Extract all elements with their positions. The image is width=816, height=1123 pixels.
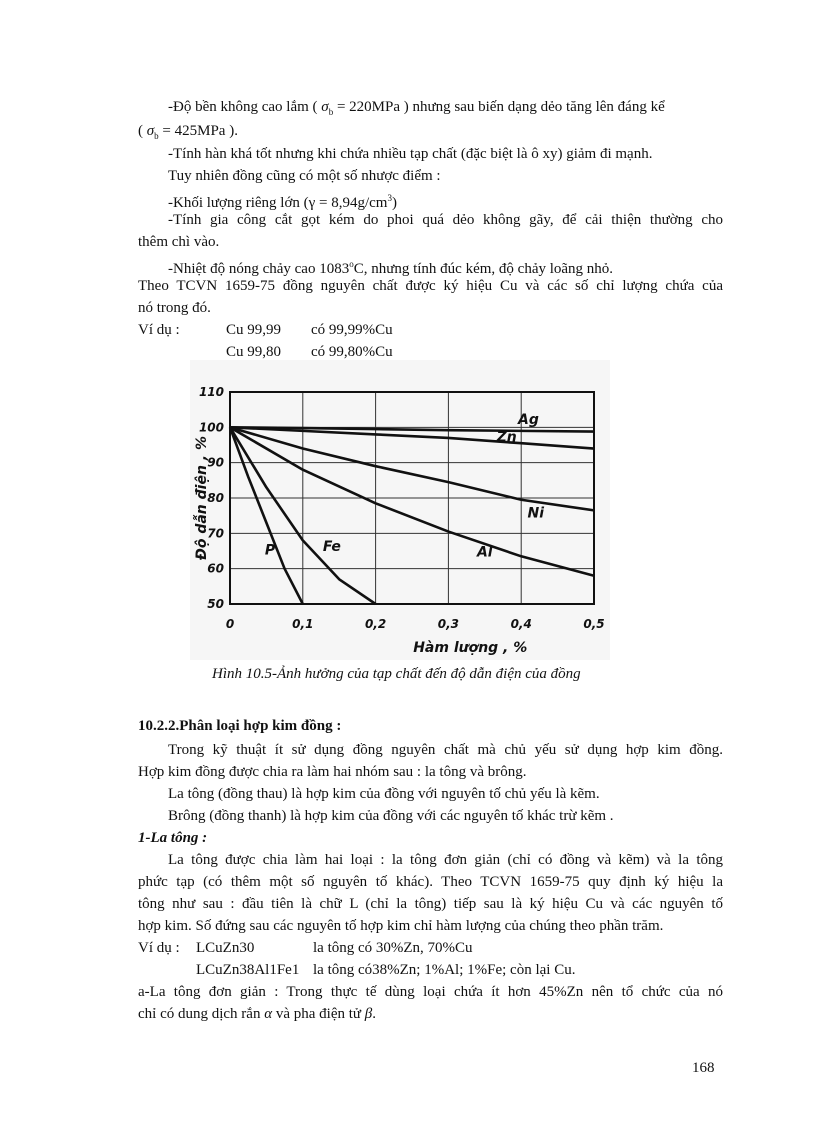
x-tick-label: 0,3 [437,617,460,631]
paragraph-line: hợp kim. Số đứng sau các nguyên tố hợp kim chỉ hàm lượng của chúng theo phần trăm. [138,918,664,934]
text-line: -Tính hàn khá tốt nhưng khi chứa nhiều tạp chất (đặc biệt là ô xy) giảm đi mạnh. [168,146,653,162]
text-line: -Tính gia công cắt gọt kém do phoi quá dẻo không gãy, để cải thiện thường cho [168,212,723,228]
y-tick-label: 80 [207,491,224,505]
chart-background [190,360,610,660]
series-label-ni: Ni [527,505,545,522]
x-tick-label: 0,2 [364,617,387,631]
paragraph-line: tông như sau : đầu tiên là chữ L (chỉ la tông) tiếp sau là ký hiệu Cu và các nguyên tố [138,896,723,912]
example-code: LCuZn38Al1Fe1 [196,962,300,978]
x-axis-label: Hàm lượng , % [413,640,528,656]
y-tick-label: 110 [198,385,224,399]
example-desc: có 99,99%Cu [311,322,393,338]
example-label: Ví dụ : [138,322,180,338]
series-label-p: P [264,542,276,559]
example-code: LCuZn30 [196,940,255,956]
section-heading: 10.2.2.Phân loại hợp kim đồng : [138,718,342,734]
conductivity-chart [190,360,610,660]
series-label-ag: Ag [518,411,539,428]
sigma-symbol: σ [146,123,155,139]
example-label: Ví dụ : [138,940,180,956]
x-tick-label: 0,4 [510,617,532,631]
alpha-symbol: α [264,1006,273,1022]
paragraph-line: Trong kỹ thuật ít sử dụng đồng nguyên chất mà chủ yếu sử dụng hợp kim đồng. [168,742,723,758]
paragraph-line: a-La tông đơn giản : Trong thực tế dùng loại chứa ít hơn 45%Zn nên tổ chức của nó [138,984,723,1000]
text-line: nó trong đó. [138,300,211,316]
text-line: Theo TCVN 1659-75 đồng nguyên chất được ký hiệu Cu và các số chỉ lượng chứa của [138,278,723,294]
example-desc: la tông có38%Zn; 1%Al; 1%Fe; còn lại Cu. [313,962,576,978]
text-line: Tuy nhiên đồng cũng có một số nhược điểm : [168,168,441,184]
text-line: -Độ bền không cao lắm ( $\sigma_b = 220MPa$ ) nhưng sau biến dạng dẻo tăng lên đáng kể [168,99,665,117]
subsection-heading: 1-La tông : [138,830,208,846]
y-axis-label: Độ dẫn điện , % [194,435,210,561]
x-tick-label: 0,1 [292,617,314,631]
paragraph-line: chỉ có dung dịch rắn α và pha điện tử β. [138,1006,377,1022]
paragraph-line: phức tạp (có thêm một số nguyên tố khác). Theo TCVN 1659-75 quy định ký hiệu la [138,874,723,890]
y-tick-label: 60 [207,561,224,576]
x-tick-label: 0,5 [583,617,605,631]
example-code: Cu 99,80 [226,344,282,360]
example-desc: la tông có 30%Zn, 70%Cu [313,940,473,956]
example-code: Cu 99,99 [226,322,282,338]
sigma-symbol: σ [321,99,329,115]
paragraph-line: La tông được chia làm hai loại : la tông đơn giản (chỉ có đồng và kẽm) và la tông [168,852,723,868]
x-tick-label: 0 [225,617,235,631]
page-number: 168 [692,1060,715,1076]
paragraph-line: La tông (đồng thau) là hợp kim của đồng với nguyên tố chủ yếu là kẽm. [168,786,600,802]
example-desc: có 99,80%Cu [311,344,393,360]
beta-symbol: β [364,1006,373,1022]
paragraph-line: Hợp kim đồng được chia ra làm hai nhóm sau : la tông và brông. [138,764,527,780]
figure-caption: Hình 10.5-Ảnh hưởng của tạp chất đến độ dẫn điện của đồng [212,666,581,682]
y-tick-label: 70 [207,526,224,541]
text-line: -Nhiệt độ nóng chảy cao 1083$^o$C, nhưng tính đúc kém, độ chảy loãng nhỏ. [168,259,614,277]
series-label-zn: Zn [496,429,517,446]
series-label-fe: Fe [322,539,341,555]
series-label-al: Al [476,544,493,561]
y-tick-label: 90 [207,455,224,470]
text-line: ( $\sigma_b = 425MPa$ ). [138,123,238,141]
text-line: -Khối lượng riêng lớn $(\gamma = 8,94g/cm^3)$ [168,193,397,211]
text-line: thêm chì vào. [138,234,220,250]
y-tick-label: 50 [207,597,224,611]
y-tick-label: 100 [198,420,224,435]
paragraph-line: Brông (đồng thanh) là hợp kim của đồng với các nguyên tố khác trừ kẽm . [168,808,614,824]
